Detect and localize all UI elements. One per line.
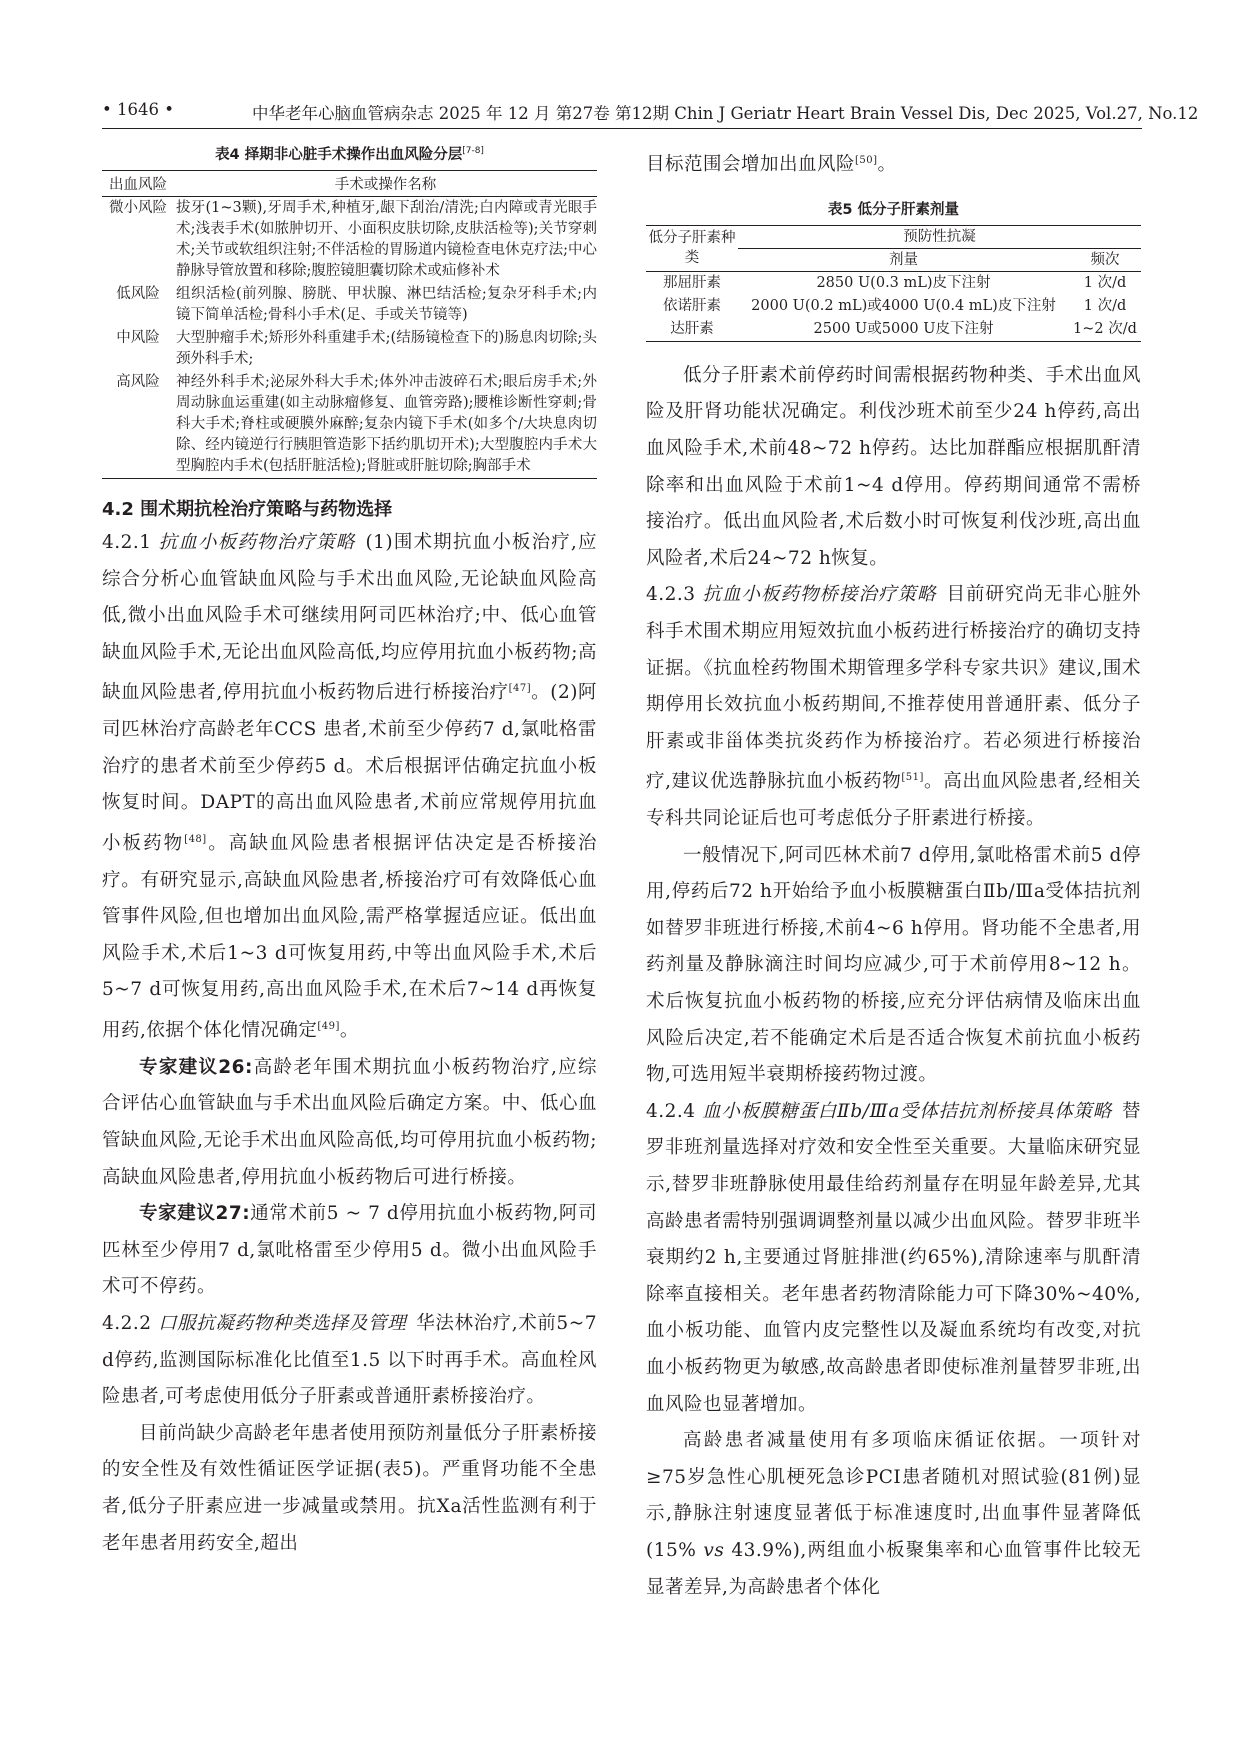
paragraph-4-2-1: 4.2.1 抗血小板药物治疗策略 (1)围术期抗血小板治疗,应综合分析心血管缺血风险与手术出血风险,无论缺血风险高低,微小出血风险手术可继续用阿司匹林治疗;中、低心血管缺血风险手术,无论出血风险高低,均应停用抗血小板药物;高缺血风险患者,停用抗血小板药物后进行桥接治疗[47]。(2)阿司匹林治疗高龄老年CCS 患者,术前至少停药7 d,氯吡格雷治疗的患者术前至少停药5 d。术后根据评估确定抗血小板恢复时间。DAPT的高出血风险患者,术前应常规停用抗血小板药物[48]。高缺血风险患者根据评估决定是否桥接治疗。有研究显示,高缺血风险患者,桥接治疗可有效降低心血管事件风险,但也增加出血风险,需严格掌握适应证。低出血风险手术,术后1~3 d可恢复用药,中等出血风险手术,术后5~7 d可恢复用药,高出血风险手术,在术后7~14 d再恢复用药,依据个体化情况确定[49]。	[102, 532, 597, 1042]
table4-procedures: 大型肿瘤手术;矫形外科重建手术;(结肠镜检查下的)肠息肉切除;头颈外科手术;	[176, 330, 597, 367]
paragraph-4-2-4: 4.2.4 血小板膜糖蛋白Ⅱb/Ⅲa受体拮抗剂桥接具体策略 替罗非班剂量选择对疗效和安全性至关重要。大量临床研究显示,替罗非班静脉使用最佳给药剂量存在明显年龄差异,尤其高龄患者需特别强调调整剂量以减少出血风险。替罗非班半衰期约2 h,主要通过肾脏排泄(约65%),清除速率与肌酐清除率直接相关。老年患者药物清除能力可下降30%~40%,血小板功能、血管内皮完整性以及凝血系统均有改变,对抗血小板药物更为敏感,故高龄患者即使标准剂量替罗非班,出血风险也显著增加。	[646, 1100, 1141, 1415]
table5	[646, 225, 1141, 342]
table4-procedures: 神经外科手术;泌尿外科大手术;体外冲击波碎石术;眼后房手术;外周动脉血运重建(如主动脉瘤修复、血管旁路);腰椎诊断性穿刺;骨科大手术;脊柱或硬膜外麻醉;复杂内镜下手术(如多个/大块息肉切除、经内镜逆行行胰胆管造影下括约肌切开术);大型腹腔内手术大型胸腔内手术(包括肝脏活检);肾脏或肝脏切除;胸部手术	[176, 374, 597, 474]
right-column	[646, 143, 1141, 1606]
table5-freq: 1 次/d	[1083, 297, 1127, 314]
header-rule	[102, 128, 1142, 129]
table-row	[102, 283, 597, 327]
page-number: • 1646 •	[102, 100, 174, 119]
table-row	[102, 327, 597, 371]
table5-dose: 2850 U(0.3 mL)皮下注射	[816, 274, 991, 291]
table4-risk: 低风险	[116, 286, 160, 302]
paragraph-general: 一般情况下,阿司匹林术前7 d停用,氯吡格雷术前5 d停用,停药后72 h开始给予血小板膜糖蛋白Ⅱb/Ⅲa受体拮抗剂如替罗非班进行桥接,术前4~6 h停用。肾功能不全患者,用药剂量及静脉滴注时间均应减少,可于术前停用8~12 h。术后恢复抗血小板药物的桥接,应充分评估病情及临床出血风险后决定,若不能确定术后是否适合恢复术前抗血小板药物,可选用短半衰期桥接药物过渡。	[646, 844, 1141, 1086]
table4-header-risk: 出血风险	[102, 171, 174, 197]
table5-header-drug: 低分子肝素种类	[646, 225, 738, 271]
table5-header-group: 预防性抗凝	[738, 225, 1141, 248]
paragraph-last: 高龄患者减量使用有多项临床循证依据。一项针对≥75岁急性心肌梗死急诊PCI患者随机对照试验(81例)显示,静脉注射速度显著低于标准速度时,出血事件显著降低(15% vs 43.9%),两组血小板聚集率和心血管事件比较无显著差异,为高龄患者个体化	[646, 1430, 1141, 1598]
journal-info: 中华老年心脑血管病杂志 2025 年 12 月 第27卷 第12期 Chin J Geriatr Heart Brain Vessel Dis, Dec 2025, Vol.27, No.12	[252, 104, 1199, 123]
expert-advice-26: 专家建议26:高龄老年围术期抗血小板药物治疗,应综合评估心血管缺血与手术出血风险后确定方案。中、低心血管缺血风险,无论手术出血风险高低,均可停用抗血小板药物;高缺血风险患者,停用抗血小板药物后可进行桥接。	[102, 1056, 597, 1188]
table5-drug: 那屈肝素	[663, 274, 721, 291]
table-row	[646, 295, 1141, 318]
table4-procedures: 组织活检(前列腺、膀胱、甲状腺、淋巴结活检;复杂牙科手术;内镜下简单活检;骨科小手术(足、手或关节镜等)	[176, 286, 597, 323]
table5-drug: 达肝素	[670, 320, 714, 337]
table5-drug: 依诺肝素	[663, 297, 721, 314]
table-row	[102, 371, 597, 479]
table4	[102, 170, 597, 479]
table5-header-dose: 剂量	[738, 248, 1069, 271]
table4-caption: 表4 择期非心脏手术操作出血风险分层[7-8]	[215, 146, 484, 163]
table4-header-procedure: 手术或操作名称	[174, 171, 597, 197]
table4-procedures: 拔牙(1~3颗),牙周手术,种植牙,龈下刮治/清洗;白内障或青光眼手术;浅表手术(如脓肿切开、小面积皮肤切除,皮肤活检等);关节穿刺术;关节或软组织注射;不伴活检的胃肠道内镜检查电休克疗法;中心静脉导管放置和移除;腹腔镜胆囊切除术或疝修补术	[176, 200, 597, 279]
table4-risk: 高风险	[116, 374, 160, 390]
table5-dose: 2500 U或5000 U皮下注射	[813, 320, 994, 337]
table-row	[646, 318, 1141, 342]
paragraph-lmwh-left: 目前尚缺少高龄老年患者使用预防剂量低分子肝素桥接的安全性及有效性循证医学证据(表5)。严重肾功能不全患者,低分子肝素应进一步减量或禁用。抗Ⅹa活性监测有利于老年患者用药安全,超出	[102, 1422, 597, 1554]
left-column	[102, 143, 597, 1562]
table5-freq: 1~2 次/d	[1073, 320, 1137, 337]
table4-risk: 中风险	[116, 330, 160, 346]
expert-advice-27: 专家建议27:通常术前5 ~ 7 d停用抗血小板药物,阿司匹林至少停用7 d,氯吡格雷至少停用5 d。微小出血风险手术可不停药。	[102, 1203, 597, 1298]
table5-freq: 1 次/d	[1083, 274, 1127, 291]
paragraph-stop-time: 低分子肝素术前停药时间需根据药物种类、手术出血风险及肝肾功能状况确定。利伐沙班术前至少24 h停药,高出血风险手术,术前48~72 h停药。达比加群酯应根据肌酐清除率和出血风险于术前1~4 d停用。停药期间通常不需桥接治疗。低出血风险者,术后数小时可恢复利伐沙班,高出血风险者,术后24~72 h恢复。	[646, 364, 1141, 569]
table5-caption: 表5 低分子肝素剂量	[827, 201, 960, 218]
paragraph-4-2-3: 4.2.3 抗血小板药物桥接治疗策略 目前研究尚无非心脏外科手术围术期应用短效抗血小板药进行桥接治疗的确切支持证据。《抗血栓药物围术期管理多学科专家共识》建议,围术期停用长效抗血小板药期间,不推荐使用普通肝素、低分子肝素或非甾体类抗炎药作为桥接治疗。若必须进行桥接治疗,建议优选静脉抗血小板药物[51]。高出血风险患者,经相关专科共同论证后也可考虑低分子肝素进行桥接。	[646, 584, 1141, 830]
section-heading-4-2: 4.2 围术期抗栓治疗策略与药物选择	[102, 499, 393, 520]
table-row	[646, 271, 1141, 295]
paragraph-continued: 目标范围会增加出血风险[50]。	[646, 154, 897, 176]
table4-risk: 微小风险	[109, 200, 167, 216]
paragraph-4-2-2: 4.2.2 口服抗凝药物种类选择及管理 华法林治疗,术前5~7 d停药,监测国际标准化比值至1.5 以下时再手术。高血栓风险患者,可考虑使用低分子肝素或普通肝素桥接治疗。	[102, 1312, 597, 1408]
running-header	[102, 100, 1199, 124]
table5-header-freq: 频次	[1069, 248, 1141, 271]
table5-dose: 2000 U(0.2 mL)或4000 U(0.4 mL)皮下注射	[751, 297, 1056, 314]
table-row	[102, 197, 597, 284]
